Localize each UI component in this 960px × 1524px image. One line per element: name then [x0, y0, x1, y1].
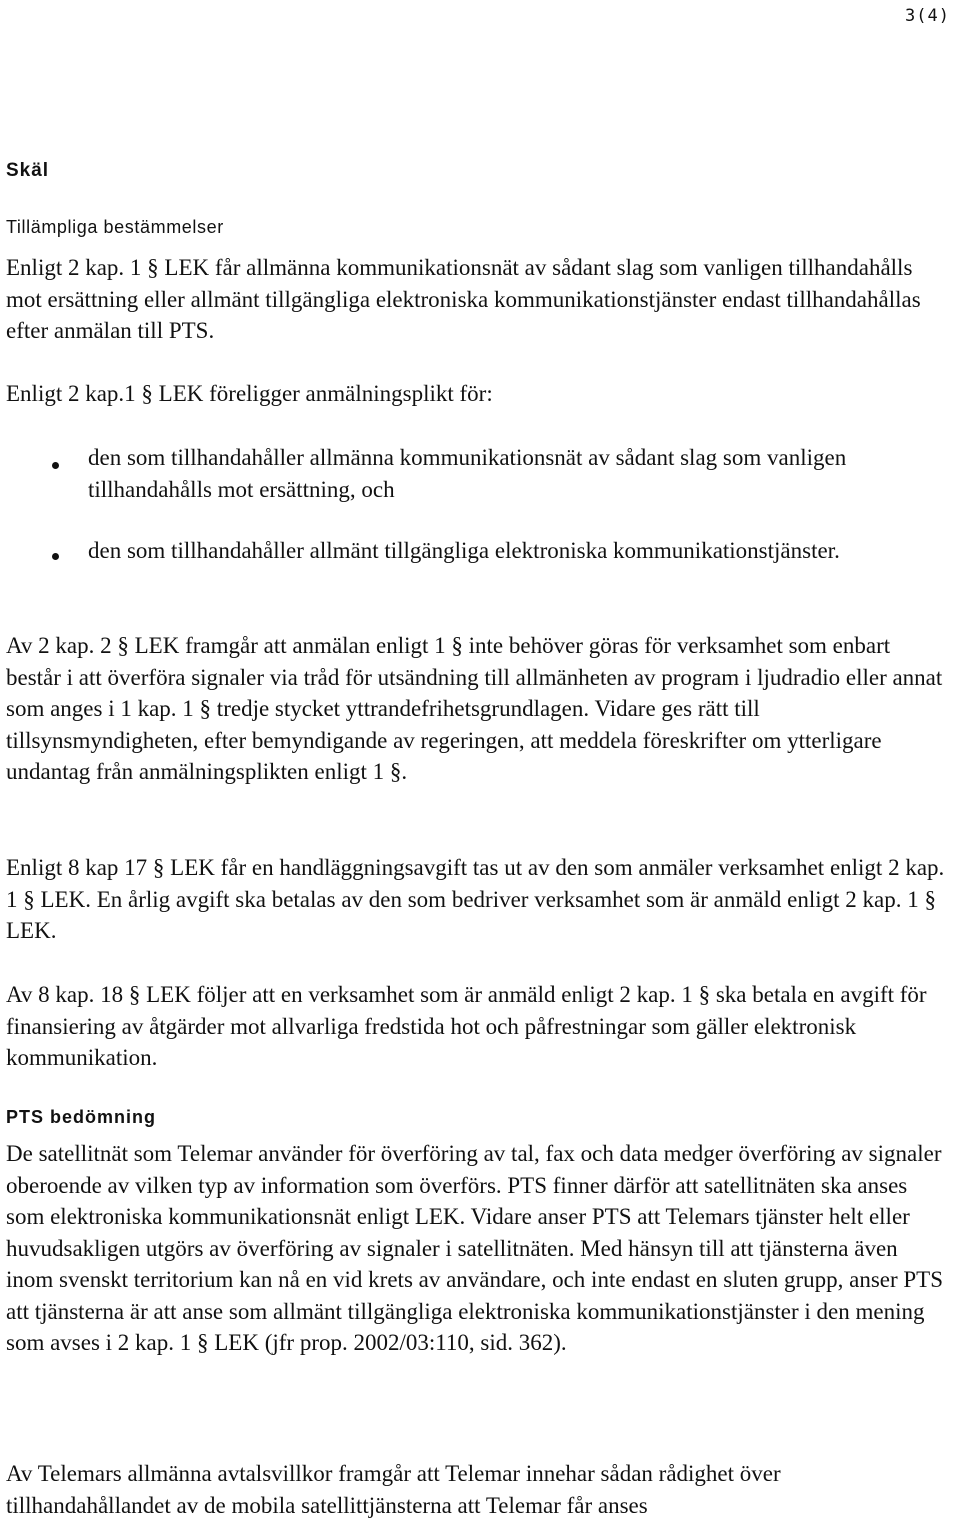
paragraph-exemption: Av 2 kap. 2 § LEK framgår att anmälan enligt 1 § inte behöver göras för verksamhet som enbart består i att överföra signaler via tråd för utsändning till allmänheten av program i ljudradio eller annat som anges i 1 kap. 1 § tredje stycket yttrandefrihetsgrundlagen. Vidare ges rätt till tillsynsmyndigheten, efter bemyndigande av regeringen, att meddela föreskrifter om ytterligare undantag från anmälningsplikten enligt 1 §. [6, 633, 943, 784]
paragraph-annual-fee: Av 8 kap. 18 § LEK följer att en verksamhet som är anmäld enligt 2 kap. 1 § ska betala en avgift för finansiering av åtgärder mot allvarliga fredstida hot och påfrestningar som gäller elektronisk kommunikation. [6, 982, 927, 1070]
bullet-dot-icon [52, 462, 59, 469]
paragraph-handling-fee: Enligt 8 kap 17 § LEK får en handläggningsavgift tas ut av den som anmäler verksamhet enligt 2 kap. 1 § LEK. En årlig avgift ska betalas av den som bedriver verksamhet som är anmäld enligt 2 kap. 1 § LEK. [6, 855, 945, 943]
bullet-item-networks: den som tillhandahåller allmänna kommunikationsnät av sådant slag som vanligen tillhandahålls mot ersättning, och [88, 445, 847, 502]
paragraph-terms-of-service: Av Telemars allmänna avtalsvillkor framgår att Telemar innehar sådan rådighet över tillhandahållandet av de mobila satellittjänsterna att Telemar får anses [6, 1461, 781, 1518]
bullet-item-services: den som tillhandahåller allmänt tillgängliga elektroniska kommunikationstjänster. [88, 538, 840, 563]
section-heading-skal: Skäl [6, 160, 50, 181]
paragraph-notification-requirement: Enligt 2 kap. 1 § LEK får allmänna kommunikationsnät av sådant slag som vanligen tillhandahålls mot ersättning eller allmänt tillgängliga elektroniska kommunikationstjänster endast tillhandahållas efter anmälan till PTS. [6, 255, 921, 343]
paragraph-notification-duty: Enligt 2 kap.1 § LEK föreligger anmälningsplikt för: [6, 381, 493, 406]
paragraph-assessment: De satellitnät som Telemar använder för överföring av tal, fax och data medger överföring av signaler oberoende av vilken typ av information som överförs. PTS finner därför att satellitnäten ska anses som elektroniska kommunikationsnät enligt LEK. Vidare anser PTS att Telemars tjänster helt eller huvudsakligen utgörs av överföring av signaler i satellitnäten. Med hänsyn till att tjänsterna även inom svenskt territorium kan nå en vid krets av användare, och inte endast en sluten grupp, anser PTS att tjänsterna är att anse som allmänt tillgängliga elektroniska kommunikationstjänster i den mening som avses i 2 kap. 1 § LEK (jfr prop. 2002/03:110, sid. 362). [6, 1141, 944, 1355]
section-heading-pts-assessment: PTS bedömning [6, 1107, 156, 1127]
page-number: 3(4) [905, 6, 950, 26]
bullet-dot-icon [52, 553, 59, 560]
subheading-applicable-rules: Tillämpliga bestämmelser [6, 217, 224, 237]
